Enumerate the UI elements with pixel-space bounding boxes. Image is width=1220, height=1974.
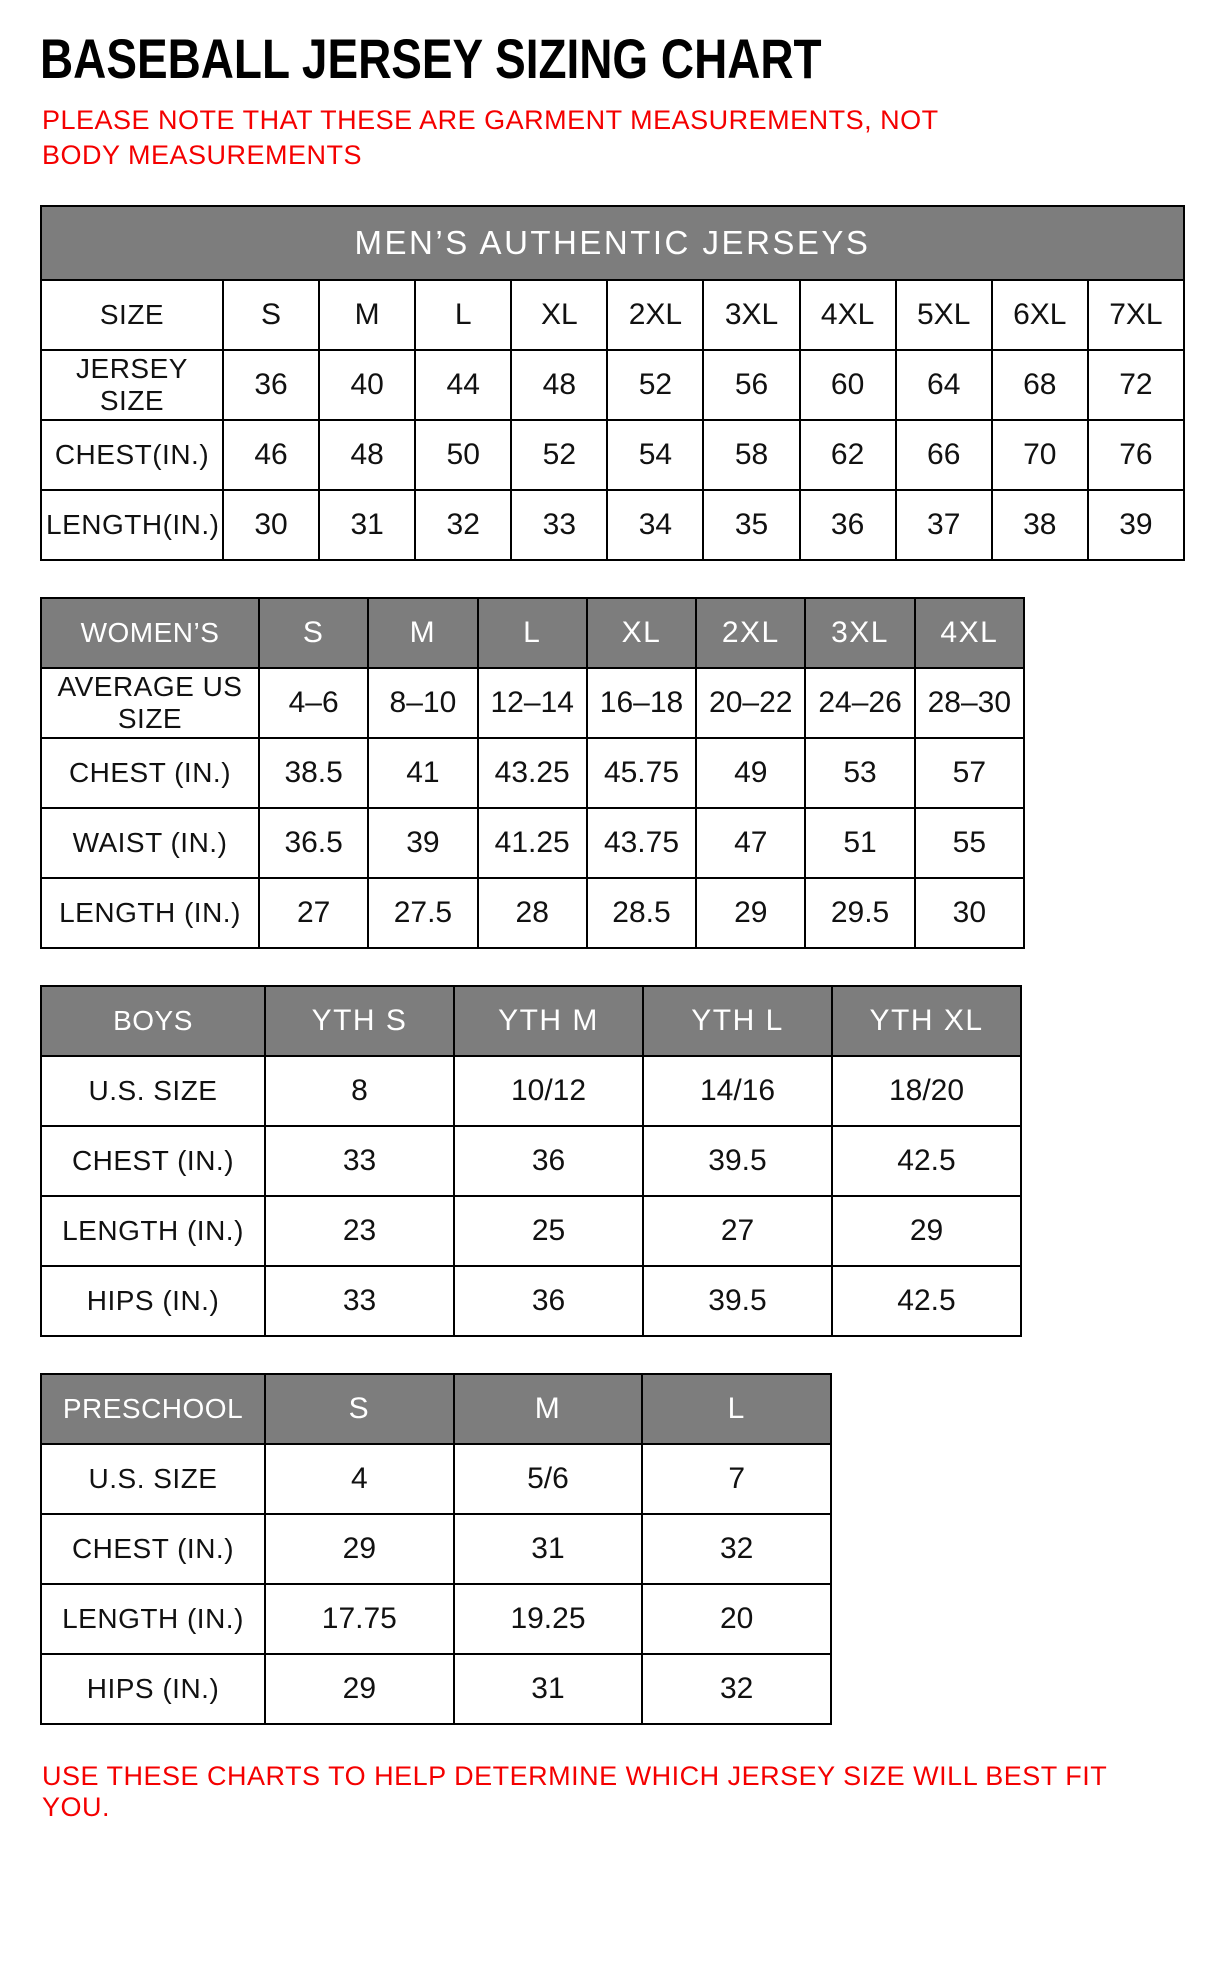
cell-value: 25 bbox=[454, 1196, 643, 1266]
cell-value: 35 bbox=[703, 490, 799, 560]
cell-value: 49 bbox=[696, 738, 805, 808]
cell-value: 41 bbox=[368, 738, 477, 808]
column-header: M bbox=[454, 1374, 643, 1444]
cell-value: 33 bbox=[265, 1266, 454, 1336]
table-row bbox=[41, 878, 1024, 948]
table-row bbox=[41, 668, 1024, 738]
column-header: XL bbox=[587, 598, 696, 668]
cell-value: XL bbox=[511, 280, 607, 350]
cell-value: 7 bbox=[642, 1444, 831, 1514]
cell-value: 31 bbox=[454, 1654, 643, 1724]
cell-value: 24–26 bbox=[805, 668, 914, 738]
cell-value: 29.5 bbox=[805, 878, 914, 948]
cell-value: 57 bbox=[915, 738, 1024, 808]
cell-value: 5/6 bbox=[454, 1444, 643, 1514]
table-row bbox=[41, 1126, 1021, 1196]
cell-value: 55 bbox=[915, 808, 1024, 878]
table-row bbox=[41, 808, 1024, 878]
cell-value: 28.5 bbox=[587, 878, 696, 948]
cell-value: S bbox=[223, 280, 319, 350]
table-header-label: WOMEN’S bbox=[41, 598, 259, 668]
cell-value: 39 bbox=[368, 808, 477, 878]
cell-value: 47 bbox=[696, 808, 805, 878]
cell-value: 14/16 bbox=[643, 1056, 832, 1126]
footer-note: USE THESE CHARTS TO HELP DETERMINE WHICH JERSEY SIZE WILL BEST FIT YOU. bbox=[42, 1761, 1107, 1823]
column-header: S bbox=[265, 1374, 454, 1444]
table-header-row bbox=[41, 986, 1021, 1056]
cell-value: 10/12 bbox=[454, 1056, 643, 1126]
row-label: LENGTH (IN.) bbox=[41, 1584, 265, 1654]
cell-value: 27 bbox=[259, 878, 368, 948]
table-header-row bbox=[41, 1374, 831, 1444]
cell-value: 43.25 bbox=[478, 738, 587, 808]
cell-value: 36 bbox=[800, 490, 896, 560]
cell-value: 12–14 bbox=[478, 668, 587, 738]
cell-value: 62 bbox=[800, 420, 896, 490]
cell-value: 37 bbox=[896, 490, 992, 560]
cell-value: 39 bbox=[1088, 490, 1184, 560]
cell-value: L bbox=[415, 280, 511, 350]
cell-value: 28 bbox=[478, 878, 587, 948]
cell-value: 20 bbox=[642, 1584, 831, 1654]
cell-value: 31 bbox=[319, 490, 415, 560]
cell-value: 36 bbox=[454, 1266, 643, 1336]
cell-value: 32 bbox=[415, 490, 511, 560]
cell-value: 50 bbox=[415, 420, 511, 490]
cell-value: 64 bbox=[896, 350, 992, 420]
table-header-row bbox=[41, 598, 1024, 668]
cell-value: 28–30 bbox=[915, 668, 1024, 738]
table-row bbox=[41, 350, 1184, 420]
cell-value: 40 bbox=[319, 350, 415, 420]
row-label: LENGTH (IN.) bbox=[41, 1196, 265, 1266]
column-header: 3XL bbox=[805, 598, 914, 668]
preschool-sizing-table bbox=[40, 1373, 832, 1725]
table-row bbox=[41, 280, 1184, 350]
row-label: HIPS (IN.) bbox=[41, 1266, 265, 1336]
boys-sizing-table bbox=[40, 985, 1022, 1337]
cell-value: 36 bbox=[454, 1126, 643, 1196]
cell-value: 29 bbox=[832, 1196, 1021, 1266]
cell-value: 53 bbox=[805, 738, 914, 808]
cell-value: 38 bbox=[992, 490, 1088, 560]
column-header: YTH M bbox=[454, 986, 643, 1056]
row-label: SIZE bbox=[41, 280, 223, 350]
column-header: 4XL bbox=[915, 598, 1024, 668]
table-row bbox=[41, 1514, 831, 1584]
cell-value: 68 bbox=[992, 350, 1088, 420]
cell-value: 36 bbox=[223, 350, 319, 420]
cell-value: 17.75 bbox=[265, 1584, 454, 1654]
cell-value: 29 bbox=[265, 1654, 454, 1724]
column-header: L bbox=[478, 598, 587, 668]
cell-value: 39.5 bbox=[643, 1126, 832, 1196]
cell-value: 56 bbox=[703, 350, 799, 420]
row-label: CHEST (IN.) bbox=[41, 1126, 265, 1196]
row-label: LENGTH (IN.) bbox=[41, 878, 259, 948]
cell-value: 2XL bbox=[607, 280, 703, 350]
cell-value: 18/20 bbox=[832, 1056, 1021, 1126]
cell-value: 4 bbox=[265, 1444, 454, 1514]
row-label: CHEST (IN.) bbox=[41, 1514, 265, 1584]
cell-value: 16–18 bbox=[587, 668, 696, 738]
row-label: CHEST(IN.) bbox=[41, 420, 223, 490]
row-label: WAIST (IN.) bbox=[41, 808, 259, 878]
table-row bbox=[41, 1584, 831, 1654]
cell-value: 5XL bbox=[896, 280, 992, 350]
column-header: L bbox=[642, 1374, 831, 1444]
cell-value: 8–10 bbox=[368, 668, 477, 738]
cell-value: 36.5 bbox=[259, 808, 368, 878]
row-label: HIPS (IN.) bbox=[41, 1654, 265, 1724]
womens-sizing-table bbox=[40, 597, 1025, 949]
cell-value: 45.75 bbox=[587, 738, 696, 808]
cell-value: 70 bbox=[992, 420, 1088, 490]
table-row bbox=[41, 1654, 831, 1724]
row-label: U.S. SIZE bbox=[41, 1056, 265, 1126]
garment-measurements-note: PLEASE NOTE THAT THESE ARE GARMENT MEASUREMENTS, NOT BODY MEASUREMENTS bbox=[42, 105, 939, 171]
cell-value: 31 bbox=[454, 1514, 643, 1584]
cell-value: 38.5 bbox=[259, 738, 368, 808]
table-row bbox=[41, 1196, 1021, 1266]
cell-value: M bbox=[319, 280, 415, 350]
cell-value: 42.5 bbox=[832, 1266, 1021, 1336]
cell-value: 72 bbox=[1088, 350, 1184, 420]
row-label: LENGTH(IN.) bbox=[41, 490, 223, 560]
mens-sizing-table bbox=[40, 205, 1185, 561]
row-label: AVERAGE US SIZE bbox=[41, 668, 259, 738]
cell-value: 58 bbox=[703, 420, 799, 490]
cell-value: 20–22 bbox=[696, 668, 805, 738]
cell-value: 39.5 bbox=[643, 1266, 832, 1336]
table-row bbox=[41, 738, 1024, 808]
cell-value: 7XL bbox=[1088, 280, 1184, 350]
column-header: YTH XL bbox=[832, 986, 1021, 1056]
table-row bbox=[41, 490, 1184, 560]
table-row bbox=[41, 1444, 831, 1514]
column-header: S bbox=[259, 598, 368, 668]
table-banner-row bbox=[41, 206, 1184, 280]
cell-value: 19.25 bbox=[454, 1584, 643, 1654]
cell-value: 33 bbox=[511, 490, 607, 560]
table-row bbox=[41, 420, 1184, 490]
table-row bbox=[41, 1266, 1021, 1336]
cell-value: 41.25 bbox=[478, 808, 587, 878]
cell-value: 4–6 bbox=[259, 668, 368, 738]
column-header: M bbox=[368, 598, 477, 668]
table-row bbox=[41, 1056, 1021, 1126]
page-title: BASEBALL JERSEY SIZING CHART bbox=[40, 27, 822, 90]
cell-value: 48 bbox=[319, 420, 415, 490]
cell-value: 32 bbox=[642, 1654, 831, 1724]
cell-value: 66 bbox=[896, 420, 992, 490]
row-label: U.S. SIZE bbox=[41, 1444, 265, 1514]
cell-value: 23 bbox=[265, 1196, 454, 1266]
column-header: YTH L bbox=[643, 986, 832, 1056]
cell-value: 52 bbox=[607, 350, 703, 420]
cell-value: 43.75 bbox=[587, 808, 696, 878]
cell-value: 52 bbox=[511, 420, 607, 490]
cell-value: 3XL bbox=[703, 280, 799, 350]
cell-value: 29 bbox=[696, 878, 805, 948]
table-header-label: BOYS bbox=[41, 986, 265, 1056]
row-label: CHEST (IN.) bbox=[41, 738, 259, 808]
cell-value: 30 bbox=[915, 878, 1024, 948]
table-banner: MEN’S AUTHENTIC JERSEYS bbox=[41, 206, 1184, 280]
cell-value: 46 bbox=[223, 420, 319, 490]
cell-value: 48 bbox=[511, 350, 607, 420]
column-header: 2XL bbox=[696, 598, 805, 668]
cell-value: 27 bbox=[643, 1196, 832, 1266]
cell-value: 60 bbox=[800, 350, 896, 420]
table-header-label: PRESCHOOL bbox=[41, 1374, 265, 1444]
column-header: YTH S bbox=[265, 986, 454, 1056]
row-label: JERSEY SIZE bbox=[41, 350, 223, 420]
cell-value: 54 bbox=[607, 420, 703, 490]
cell-value: 27.5 bbox=[368, 878, 477, 948]
cell-value: 44 bbox=[415, 350, 511, 420]
cell-value: 8 bbox=[265, 1056, 454, 1126]
cell-value: 42.5 bbox=[832, 1126, 1021, 1196]
cell-value: 51 bbox=[805, 808, 914, 878]
cell-value: 4XL bbox=[800, 280, 896, 350]
cell-value: 34 bbox=[607, 490, 703, 560]
cell-value: 30 bbox=[223, 490, 319, 560]
cell-value: 33 bbox=[265, 1126, 454, 1196]
cell-value: 32 bbox=[642, 1514, 831, 1584]
cell-value: 76 bbox=[1088, 420, 1184, 490]
cell-value: 6XL bbox=[992, 280, 1088, 350]
cell-value: 29 bbox=[265, 1514, 454, 1584]
